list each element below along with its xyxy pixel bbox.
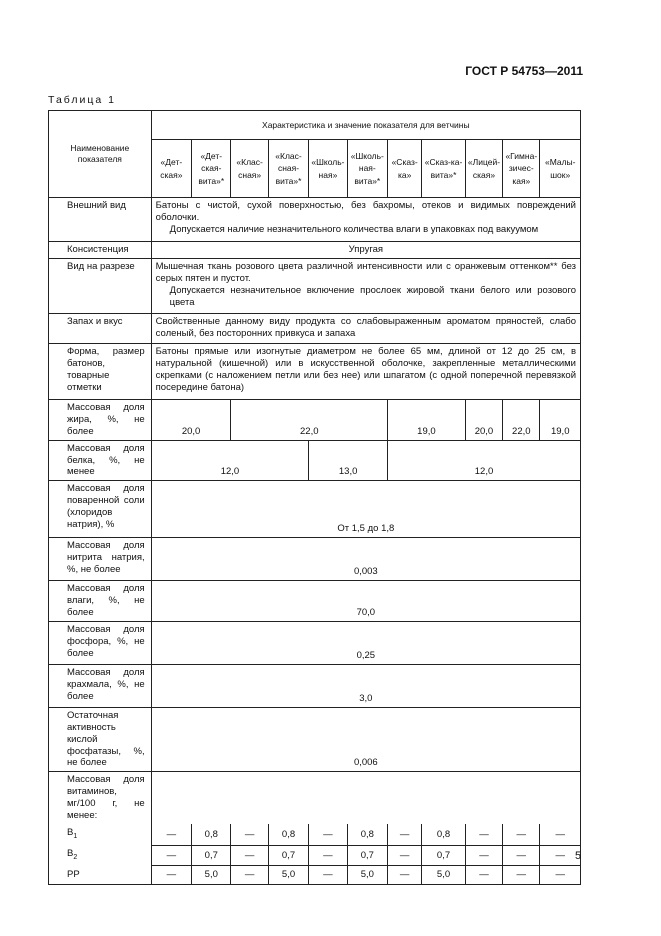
b2-value: — (540, 846, 581, 866)
product-header: «Дет-ская-вита»* (192, 140, 231, 198)
table-row (49, 440, 581, 481)
appearance-value (151, 198, 580, 242)
b2-value: — (503, 846, 540, 866)
row-name: Массовая доля фосфора, %, не более (49, 621, 152, 664)
pp-value: — (540, 866, 581, 885)
pp-value: — (231, 866, 268, 885)
protein-value: 12,0 (388, 440, 581, 481)
b2-value: — (231, 846, 268, 866)
char-header: Характеристика и значение показателя для ветчины (151, 111, 580, 140)
row-name: Остаточная активность кислой фосфатазы, %, не более (49, 707, 152, 771)
fat-value: 19,0 (388, 400, 466, 441)
appearance-text-2: Допускается наличие незначительного количества влаги в упаковках под вакуумом (169, 223, 539, 235)
document-code: ГОСТ Р 54753—2011 (465, 64, 583, 78)
vitamins-spacer (151, 772, 580, 824)
vitamin-pp-label: PP (49, 866, 152, 885)
table-row (49, 772, 581, 824)
nitrite-value: 0,003 (151, 538, 580, 581)
row-name: Консистенция (49, 242, 152, 259)
row-name: Массовая доля поваренной соли (хлоридов натрия), % (49, 481, 152, 538)
table-row (49, 344, 581, 400)
starch-value: 3,0 (151, 664, 580, 707)
table-row (49, 866, 581, 885)
b1-value: 0,8 (192, 824, 231, 846)
pp-value: — (503, 866, 540, 885)
table-row (49, 198, 581, 242)
consistency-value: Упругая (151, 242, 580, 259)
b2-value: 0,7 (422, 846, 466, 866)
product-header: «Малы-шок» (540, 140, 581, 198)
vitamin-b2-label: $B_2$ (49, 846, 152, 866)
pp-value: — (309, 866, 347, 885)
b2-value: 0,7 (347, 846, 387, 866)
table-row (49, 259, 581, 314)
phosphatase-value: 0,006 (151, 707, 580, 771)
b1-value: — (388, 824, 422, 846)
b1-value: — (503, 824, 540, 846)
product-header: «Клас-сная» (231, 140, 268, 198)
fat-value: 20,0 (465, 400, 502, 441)
b1-value: 0,8 (422, 824, 466, 846)
product-header: «Дет-ская» (151, 140, 191, 198)
page-number: 5 (575, 850, 582, 862)
row-name: Массовая доля витаминов, мг/100 г, не менее: (49, 772, 152, 824)
product-header: «Школь-ная-вита»* (347, 140, 387, 198)
table-row (49, 581, 581, 622)
b1-value: — (151, 824, 191, 846)
b1-value: — (465, 824, 502, 846)
fat-value: 22,0 (231, 400, 388, 441)
table-row (49, 242, 581, 259)
table-row (49, 824, 581, 846)
cut-value (151, 259, 580, 314)
pp-value: 5,0 (422, 866, 466, 885)
b2-value: — (151, 846, 191, 866)
moisture-value: 70,0 (151, 581, 580, 622)
b2-value: — (309, 846, 347, 866)
row-name: Массовая доля крахмала, %, не более (49, 664, 152, 707)
table-row (49, 846, 581, 866)
table-row (49, 314, 581, 344)
pp-value: — (388, 866, 422, 885)
product-header: «Школь-ная» (309, 140, 347, 198)
b1-value: — (231, 824, 268, 846)
fat-value: 19,0 (540, 400, 581, 441)
b2-value: 0,7 (192, 846, 231, 866)
table-row (49, 481, 581, 538)
pp-value: — (151, 866, 191, 885)
phosphorus-value: 0,25 (151, 621, 580, 664)
product-header: «Сказ-ка-вита»* (422, 140, 466, 198)
pp-value: 5,0 (347, 866, 387, 885)
b1-value: 0,8 (268, 824, 308, 846)
b1-value: — (540, 824, 581, 846)
protein-value: 12,0 (151, 440, 309, 481)
table-row (49, 621, 581, 664)
b2-value: 0,7 (268, 846, 308, 866)
b1-value: 0,8 (347, 824, 387, 846)
table-row (49, 664, 581, 707)
table-caption: Таблица 1 (48, 94, 116, 106)
table-row (49, 400, 581, 441)
protein-value: 13,0 (309, 440, 388, 481)
appearance-text-1: Батоны с чистой, сухой поверхностью, без бахромы, отеков и видимых повреждений оболочки. (155, 200, 576, 223)
smell-value: Свойственные данному виду продукта со слабовыраженным ароматом пряностей, слабо соленый, без посторонних привкуса и запаха (151, 314, 580, 344)
fat-value: 22,0 (503, 400, 540, 441)
row-name: Массовая доля жира, %, не более (49, 400, 152, 441)
row-name: Массовая доля нитрита натрия, %, не более (49, 538, 152, 581)
product-header: «Гимна-зичес-кая» (503, 140, 540, 198)
row-name: Массовая доля белка, %, не менее (49, 440, 152, 481)
product-header: «Сказ-ка» (388, 140, 422, 198)
cut-text-1: Мышечная ткань розового цвета различной интенсивности или с оранжевым оттенком** без серых пятен и пустот. (155, 261, 576, 284)
vitamin-b1-label: $B_1$ (49, 824, 152, 846)
product-header: «Клас-сная-вита»* (268, 140, 308, 198)
table-row (49, 538, 581, 581)
b1-value: — (309, 824, 347, 846)
b2-value: — (465, 846, 502, 866)
table-row (49, 707, 581, 771)
pp-value: — (465, 866, 502, 885)
pp-value: 5,0 (268, 866, 308, 885)
row-name: Внешний вид (49, 198, 152, 242)
fat-value: 20,0 (151, 400, 231, 441)
b2-value: — (388, 846, 422, 866)
cut-text-2: Допускается незначительное включение прослоек жировой ткани белого или розового цвета (169, 284, 576, 308)
pp-value: 5,0 (192, 866, 231, 885)
product-header: «Лицей-ская» (465, 140, 502, 198)
row-name: Форма, размер батонов, товарные отметки (49, 344, 152, 400)
shape-value: Батоны прямые или изогнутые диаметром не более 65 мм, длиной от 12 до 25 см, в натуральной (кишечной) или в искусственной оболочке, закрепленные металлическими скрепками (с наложением петли или без нее) или шпагатом (с одной поперечной перевязкой посередине батона) (151, 344, 580, 400)
row-name: Запах и вкус (49, 314, 152, 344)
characteristics-table (48, 110, 581, 885)
row-name: Вид на разрезе (49, 259, 152, 314)
row-name: Массовая доля влаги, %, не более (49, 581, 152, 622)
salt-value: От 1,5 до 1,8 (151, 481, 580, 538)
col-name-header: Наименование показателя (49, 111, 152, 198)
